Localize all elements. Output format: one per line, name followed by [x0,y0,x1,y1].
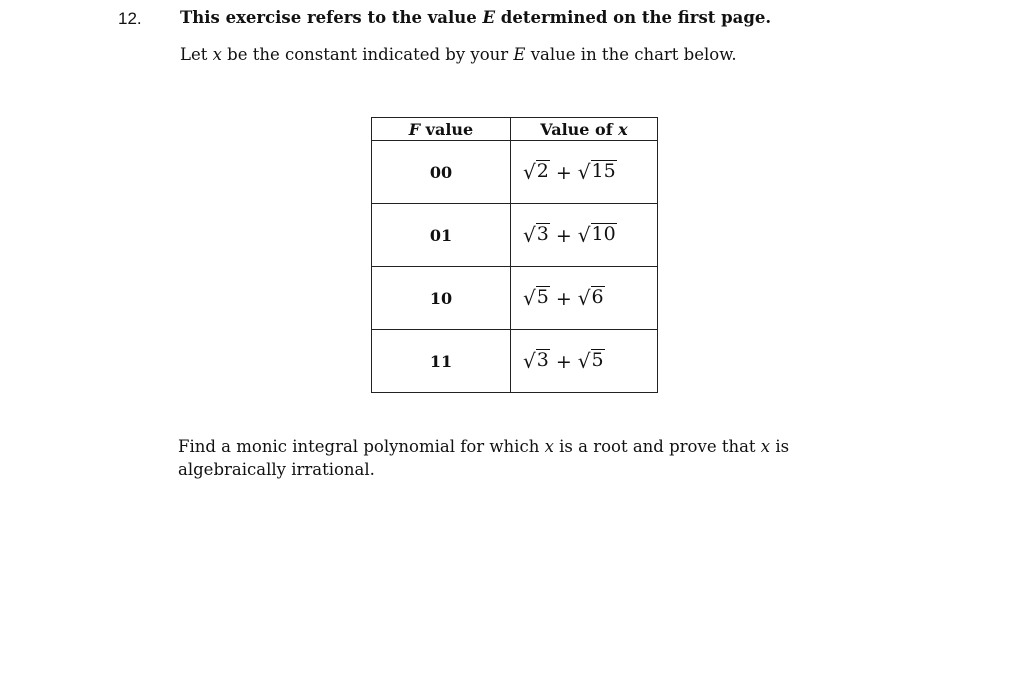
intro-sentence [180,45,737,64]
header-value-of-text: Value of [540,119,619,139]
plus-operator: + [555,288,572,311]
radicand: 3 [536,348,549,371]
header-value-of-x [511,118,658,141]
sqrt-term: √ 3 [523,222,549,248]
question-text-mid: is a root and prove that [553,437,761,456]
row-expression [511,330,658,393]
question-text-post: is algebraically irrational. [178,437,790,479]
radicand: 5 [591,348,604,371]
sqrt-term: √ 3 [523,348,549,374]
table-row [372,267,658,330]
table-row [372,141,658,204]
radicand: 15 [591,159,616,182]
row-code: 11 [372,330,511,393]
row-code: 10 [372,267,511,330]
problem-number: 12. [118,9,142,28]
sqrt-term: √ 6 [577,285,604,311]
table-row [372,204,658,267]
plus-operator: + [555,351,572,374]
sqrt-term: √ 2 [523,159,549,185]
sqrt-term: √ 5 [523,285,549,311]
sqrt-term: √ 15 [577,159,616,185]
plus-operator: + [555,225,572,248]
value-table [371,117,658,393]
question-text [178,435,898,481]
table-row [372,330,658,393]
row-expression [511,267,658,330]
heading-variable-e: E [482,8,496,27]
heading-text-post: determined on the first page. [495,8,772,27]
header-variable-x: x [618,119,628,139]
radicand: 5 [536,285,549,308]
sqrt-term: √ 5 [577,348,604,374]
intro-text-pre: Let [180,45,213,64]
question-text-pre: Find a monic integral polynomial for which [178,437,545,456]
radicand: 2 [536,159,549,182]
header-f-value [372,118,511,141]
row-code: 01 [372,204,511,267]
radicand: 3 [536,222,549,245]
header-f-value-text: value [420,119,474,139]
exercise-heading [180,8,771,27]
intro-variable-e: E [513,45,526,64]
intro-text-mid: be the constant indicated by your [221,45,514,64]
plus-operator: + [555,162,572,185]
radicand: 6 [591,285,604,308]
row-expression [511,141,658,204]
row-code: 00 [372,141,511,204]
question-variable-x: x [544,437,554,456]
table-header-row [372,118,658,141]
radicand: 10 [591,222,616,245]
heading-text-pre: This exercise refers to the value [180,8,483,27]
sqrt-term: √ 10 [577,222,616,248]
header-variable-f: F [408,119,421,139]
question-variable-x: x [760,437,771,456]
intro-text-post: value in the chart below. [525,45,737,64]
intro-variable-x: x [212,45,222,64]
row-expression [511,204,658,267]
